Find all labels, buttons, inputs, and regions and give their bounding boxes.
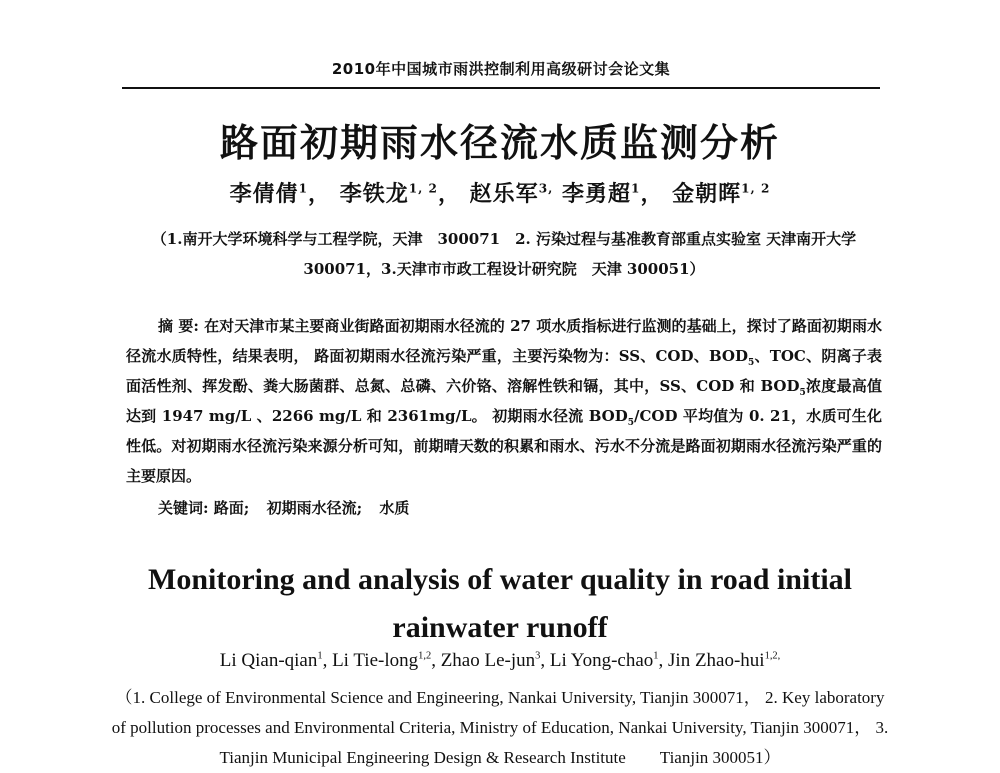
page-header bbox=[122, 58, 880, 89]
chinese-authors bbox=[0, 177, 1000, 208]
author: Li Tie-long$^{1,2}$, bbox=[332, 650, 441, 671]
chinese-keywords: 关键词: 路面; 初期雨水径流; 水质 bbox=[158, 499, 410, 517]
keyword: 路面; bbox=[213, 499, 250, 517]
chinese-affiliation: （1.南开大学环境科学与工程学院，天津 300071 2. 污染过程与基准教育部重点实验室 天津南开大学 300071，3.天津市市政工程设计研究院 天津 300051） bbox=[151, 230, 857, 278]
author: Li Qian-qian$^1$, bbox=[219, 650, 333, 671]
author: Zhao Le-jun$^3$, bbox=[440, 650, 550, 671]
author: 赵乐军$^{3,}$ bbox=[469, 181, 554, 207]
keywords-label: 关键词 bbox=[158, 499, 204, 517]
keyword: 初期雨水径流; bbox=[266, 499, 363, 517]
author: Li Yong-chao$^1$, bbox=[549, 650, 669, 671]
english-title: Monitoring and analysis of water quality in road initial rainwater runoff bbox=[148, 563, 852, 644]
author: 金朝晖$^{1, 2}$ bbox=[672, 181, 771, 207]
author: Jin Zhao-hui$^{1,2,}$ bbox=[668, 650, 781, 671]
chinese-abstract: 摘 要: 在对天津市某主要商业街路面初期雨水径流的 27 项水质指标进行监测的基础上，探讨了路面初期雨水径流水质特性，结果表明， 路面初期雨水径流污染严重，主要污染物为：SS、COD、$BOD_5$、TOC、阴离子表面活性剂、挥发酚、粪大肠菌群、总氮、总磷、六价铬、溶解性铁和镉，其中，SS、COD 和 $BOD_5$浓度最高值达到 1947 mg/L 、2266 mg/L 和 2361mg/L。 初期雨水径流 $BOD_5$/COD 平均值为 0. 21，水质可生化性低。对初期雨水径流污染来源分析可知，前期晴天数的积累和雨水、污水不分流是路面初期雨水径流污染严重的主要原因。 bbox=[126, 317, 883, 485]
english-affiliation: （1. College of Environmental Science and Engineering, Nankai University, Tianjin 300071， 2. Key laboratory of pollution processes and Environmental Criteria, Ministry of Education, Nankai University, Tianjin 300071， 3. Tianjin Municipal Engineering Design & Research Institute Tianjin 300051） bbox=[111, 688, 889, 767]
author: 李铁龙$^{1, 2}$， bbox=[339, 181, 461, 207]
author: 李勇超$^1$， bbox=[562, 181, 664, 207]
abstract-label: 摘 要 bbox=[158, 317, 194, 335]
running-head: 2010年中国城市雨洪控制利用高级研讨会论文集 bbox=[331, 60, 671, 78]
english-authors bbox=[0, 650, 1000, 672]
header-rule bbox=[122, 87, 880, 89]
author: 李倩倩$^1$， bbox=[229, 181, 332, 207]
keyword: 水质 bbox=[379, 499, 410, 517]
chinese-title: 路面初期雨水径流水质监测分析 bbox=[219, 121, 780, 165]
